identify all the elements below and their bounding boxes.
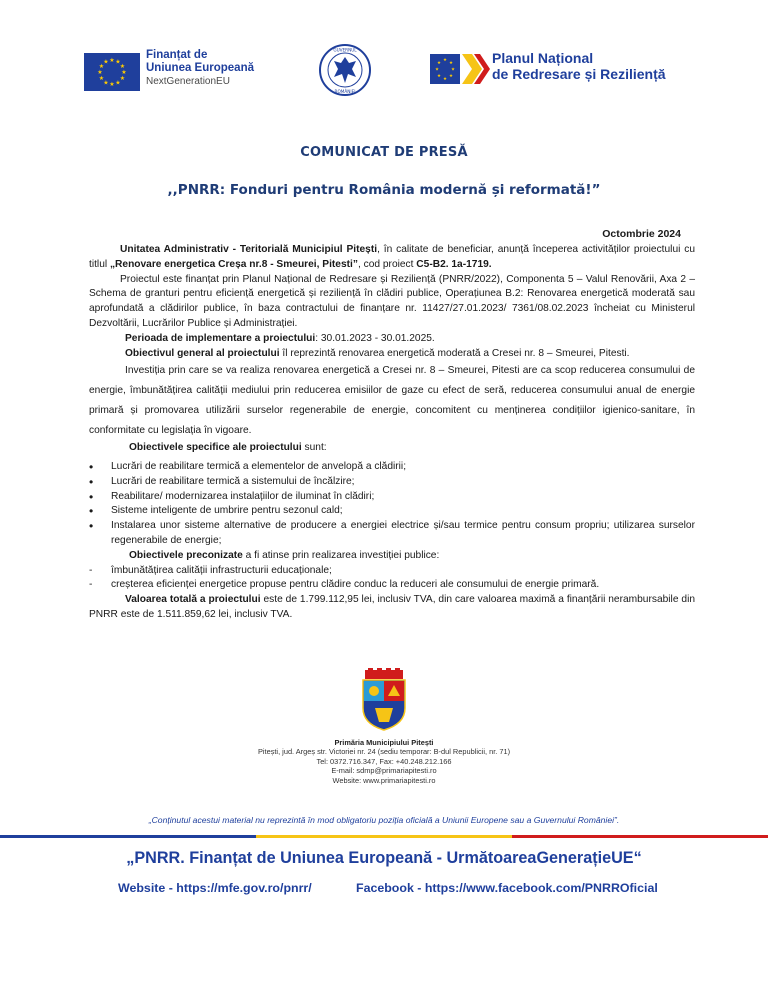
svg-text:★: ★: [98, 63, 105, 70]
specific-objectives-block: [89, 460, 695, 623]
svg-text:★: ★: [115, 58, 121, 66]
list-item: • Instalarea unor sisteme alternative de producere a energiei electrice și/sau termice pentru consum propriu; utilizarea surselor regenerabile de energie;: [89, 519, 695, 549]
footer-slogan: „PNRR. Finanțat de Uniunea Europeană - UrmătoareaGenerațieUE“: [126, 849, 642, 867]
city-hall-name: Primăria Municipiului Pitești: [334, 738, 434, 747]
svg-text:★: ★: [450, 67, 456, 73]
svg-text:★: ★: [97, 69, 103, 76]
svg-text:★: ★: [448, 61, 454, 66]
svg-text:★: ★: [109, 57, 115, 64]
eu-logo-line2: Uniunea Europeană: [146, 62, 254, 74]
eu-logo-line3: NextGenerationEU: [146, 76, 230, 87]
list-item: • Reabilitare/ modernizarea instalațiilor de iluminat în clădiri;: [89, 490, 695, 505]
romanian-government-seal-icon: [318, 43, 372, 97]
project-code: C5-B2. 1a-1719.: [416, 258, 492, 270]
eu-logo-line1: Finanțat de: [146, 49, 208, 61]
paragraph-general-objective: Obiectivul general al proiectului îl reprezintă renovarea energetică moderată a Cresei nr. 8 – Smeurei, Pitesti.: [125, 347, 630, 359]
svg-text:★: ★: [119, 63, 126, 70]
paragraph-investment: Investiția prin care se va realiza renovarea energetică a Cresei nr. 8 – Smeurei, Pitesti are ca scop reducerea consumului de energie, îmbunătățirea calității mediului prin reducerea emisiilor de gaze cu efect de seră, reducerea consumului anual de energie primară și promovarea utilizării surselor regenerabile de energie, concomitent cu menținerea condițiilor igienico-sanitare, în conformitate cu legislația în vigoare.: [89, 365, 695, 437]
svg-text:★: ★: [442, 58, 448, 63]
pnrr-logo-line1: Planul Național: [492, 50, 594, 66]
city-hall-email[interactable]: E-mail: sdmp@primariapitesti.ro: [331, 766, 437, 776]
footer-website-link[interactable]: Website - https://mfe.gov.ro/pnrr/: [118, 881, 312, 895]
press-release-title: COMUNICAT DE PRESĂ: [300, 145, 468, 160]
press-release-body: [89, 243, 695, 456]
svg-text:★: ★: [434, 67, 440, 73]
paragraph-financing: Proiectul este finanțat prin Planul Național de Redresare și Reziliență (PNRR/2022), Componenta 5 – Valul Renovării, Axa 2 – Schema de granturi pentru eficiență energetică și reziliență în clădiri publice, Operațiunea B.2: Renovarea energetică moderată sau aprofundată a clădirilor publice, în baza contractului de finanțare nr. 11427/27.01.2023/ 7361/08.02.2023 încheiat cu Ministerul Dezvoltării, Lucrărilor Publice și Administrației.: [89, 273, 695, 329]
pnrr-logo-line2: de Redresare și Reziliență: [492, 66, 666, 82]
svg-text:★: ★: [436, 74, 442, 79]
svg-text:★: ★: [103, 79, 109, 87]
expected-objectives-list: [89, 564, 695, 594]
eu-funding-logo: [84, 49, 274, 93]
city-hall-contact: [0, 738, 768, 785]
svg-text:★: ★: [98, 75, 105, 82]
city-hall-phone: Tel: 0372.716.347, Fax: +40.248.212.166: [316, 756, 452, 766]
svg-text:GUVERNUL: GUVERNUL: [333, 47, 357, 53]
svg-text:★: ★: [121, 69, 127, 76]
footer-facebook-link[interactable]: Facebook - https://www.facebook.com/PNRROficial: [356, 881, 658, 895]
svg-text:★: ★: [442, 77, 448, 82]
release-date: Octombrie 2024: [602, 228, 681, 240]
list-item: • Lucrări de reabilitare termică a elementelor de anvelopă a clădirii;: [89, 460, 695, 475]
list-item: • Lucrări de reabilitare termică a sistemului de încălzire;: [89, 475, 695, 490]
city-hall-website[interactable]: Website: www.primariapitesti.ro: [332, 775, 436, 785]
paragraph-specific-objectives-intro: Obiectivele specifice ale proiectului sunt:: [129, 442, 327, 454]
disclaimer: „Conținutul acestui material nu reprezintă în mod obligatoriu poziția oficială a Uniunii Europene sau a Guvernului României”.: [148, 815, 620, 825]
beneficiary-name: Unitatea Administrativ - Teritorială Municipiul Pitești: [120, 244, 378, 255]
project-title: „Renovare energetica Creșa nr.8 - Smeurei, Pitesti”: [109, 258, 358, 270]
svg-text:ROMÂNIEI: ROMÂNIEI: [334, 89, 356, 94]
paragraph-total-value: Valoarea totală a proiectului este de 1.799.112,95 lei, inclusiv TVA, din care valoarea maximă a finanțării nerambursabile din PNRR este de 1.511.859,62 lei, inclusiv TVA.: [89, 594, 695, 620]
svg-text:★: ★: [119, 75, 126, 82]
pnrr-logo: [430, 48, 690, 92]
svg-text:★: ★: [436, 61, 442, 66]
specific-objectives-list: [89, 460, 695, 549]
list-item: - îmbunătățirea calității infrastructurii educaționale;: [89, 564, 695, 579]
svg-text:★: ★: [115, 79, 121, 87]
paragraph-implementation-period: Perioada de implementare a proiectului: 30.01.2023 - 30.01.2025.: [125, 332, 435, 344]
list-item: • Sisteme inteligente de umbrire pentru sezonul cald;: [89, 504, 695, 519]
svg-text:★: ★: [109, 81, 115, 88]
pnrr-flag-arrow-icon: [430, 54, 490, 84]
svg-text:★: ★: [448, 74, 454, 79]
paragraph-beneficiary: Unitatea Administrativ - Teritorială Municipiul Pitești, în calitate de beneficiar, anunță începerea activităților proiectului cu titlul „Renovare energetica Creșa nr.8 - Smeurei, Pitesti”, cod proiect C5-B2. 1a-1719.: [89, 244, 695, 270]
pitesti-coat-of-arms-icon: [357, 668, 411, 732]
list-item: - creșterea eficienței energetice propuse pentru clădire conduc la reduceri ale consumului de energie primară.: [89, 578, 695, 593]
tricolor-divider: [0, 835, 768, 838]
city-hall-address: Pitești, jud. Argeș str. Victoriei nr. 24 (sediu temporar: B-dul Republicii, nr. 71): [257, 747, 511, 757]
svg-text:★: ★: [103, 58, 109, 66]
paragraph-expected-objectives-intro: Obiectivele preconizate a fi atinse prin realizarea investiției publice:: [129, 549, 440, 561]
press-release-subtitle: ,,PNRR: Fonduri pentru România modernă și reformată!”: [167, 182, 601, 198]
eu-flag-icon: [84, 53, 140, 91]
